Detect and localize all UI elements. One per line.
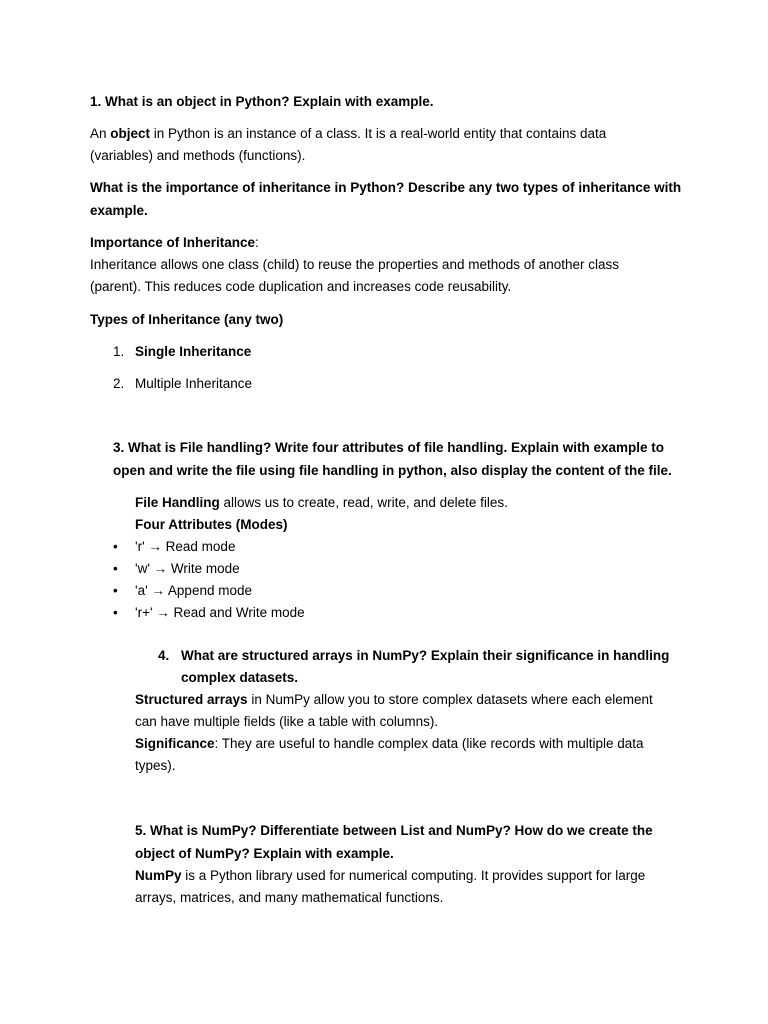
q2-importance-label: [90, 232, 259, 254]
q2-heading-line2: example.: [90, 203, 148, 218]
q5-heading-line2: object of NumPy? Explain with example.: [135, 846, 394, 861]
q3-def-term: File Handling: [135, 495, 220, 510]
q4-heading-line1: What are structured arrays in NumPy? Explain their significance in handling: [181, 648, 670, 663]
q1-answer-term: object: [110, 126, 151, 141]
list-item-label: Multiple Inheritance: [135, 376, 253, 391]
q5-def-term: NumPy: [135, 868, 182, 883]
q2-importance-colon: :: [255, 235, 259, 250]
q4-sig-term: Significance: [135, 736, 215, 751]
list-number: 2.: [113, 376, 125, 391]
list-item: 'w' → Write mode: [135, 561, 240, 576]
q5-def-rest: is a Python library used for numerical computing. It provides support for large: [181, 868, 646, 883]
q1-answer-rest: in Python is an instance of a class. It is a real-world entity that contains data: [150, 126, 607, 141]
q3-attributes-heading: Four Attributes (Modes): [135, 517, 288, 532]
q2-types-heading: Types of Inheritance (any two): [90, 312, 284, 327]
q3-heading-line2: open and write the file using file handling in python, also display the content of the file.: [113, 463, 672, 478]
list-item: 'r+' → Read and Write mode: [135, 605, 305, 620]
q3-def-rest: allows us to create, read, write, and delete files.: [219, 495, 508, 510]
q4-significance-line2: types).: [135, 758, 176, 773]
q1-answer-line2: (variables) and methods (functions).: [90, 148, 306, 163]
list-item: 'a' → Append mode: [135, 583, 252, 598]
q5-definition-line1: [135, 865, 645, 887]
list-item-label: Single Inheritance: [135, 344, 252, 359]
q1-answer-pre: An: [90, 126, 111, 141]
bullet-icon: •: [113, 605, 118, 620]
q3-heading-line1: 3. What is File handling? Write four attributes of file handling. Explain with example to: [113, 440, 665, 455]
q4-number: 4.: [158, 648, 170, 663]
q4-significance-line1: [135, 733, 644, 755]
list-number: 1.: [113, 344, 125, 359]
q5-definition-line2: arrays, matrices, and many mathematical functions.: [135, 890, 444, 905]
q3-definition: [135, 492, 508, 514]
bullet-icon: •: [113, 583, 118, 598]
q2-importance-line2: (parent). This reduces code duplication and increases code reusability.: [90, 279, 512, 294]
q4-sig-rest: : They are useful to handle complex data (like records with multiple data: [214, 736, 644, 751]
bullet-icon: •: [113, 539, 118, 554]
q1-answer-line1: [90, 123, 606, 145]
q5-heading-line1: 5. What is NumPy? Differentiate between List and NumPy? How do we create the: [135, 823, 653, 838]
list-item: [113, 341, 124, 363]
q4-def-rest: in NumPy allow you to store complex datasets where each element: [247, 692, 653, 707]
q4-definition-line1: [135, 689, 653, 711]
q4-definition-line2: can have multiple fields (like a table with columns).: [135, 714, 439, 729]
q4-heading-line2: complex datasets.: [181, 670, 299, 685]
q2-heading-line1: What is the importance of inheritance in Python? Describe any two types of inheritance with: [90, 180, 682, 195]
list-item: [113, 373, 124, 395]
q4-def-term: Structured arrays: [135, 692, 248, 707]
bullet-icon: •: [113, 561, 118, 576]
q1-heading: 1. What is an object in Python? Explain with example.: [90, 94, 434, 109]
q2-importance-term: Importance of Inheritance: [90, 235, 256, 250]
list-item: 'r' → Read mode: [135, 539, 236, 554]
q2-importance-line1: Inheritance allows one class (child) to reuse the properties and methods of another class: [90, 257, 620, 272]
